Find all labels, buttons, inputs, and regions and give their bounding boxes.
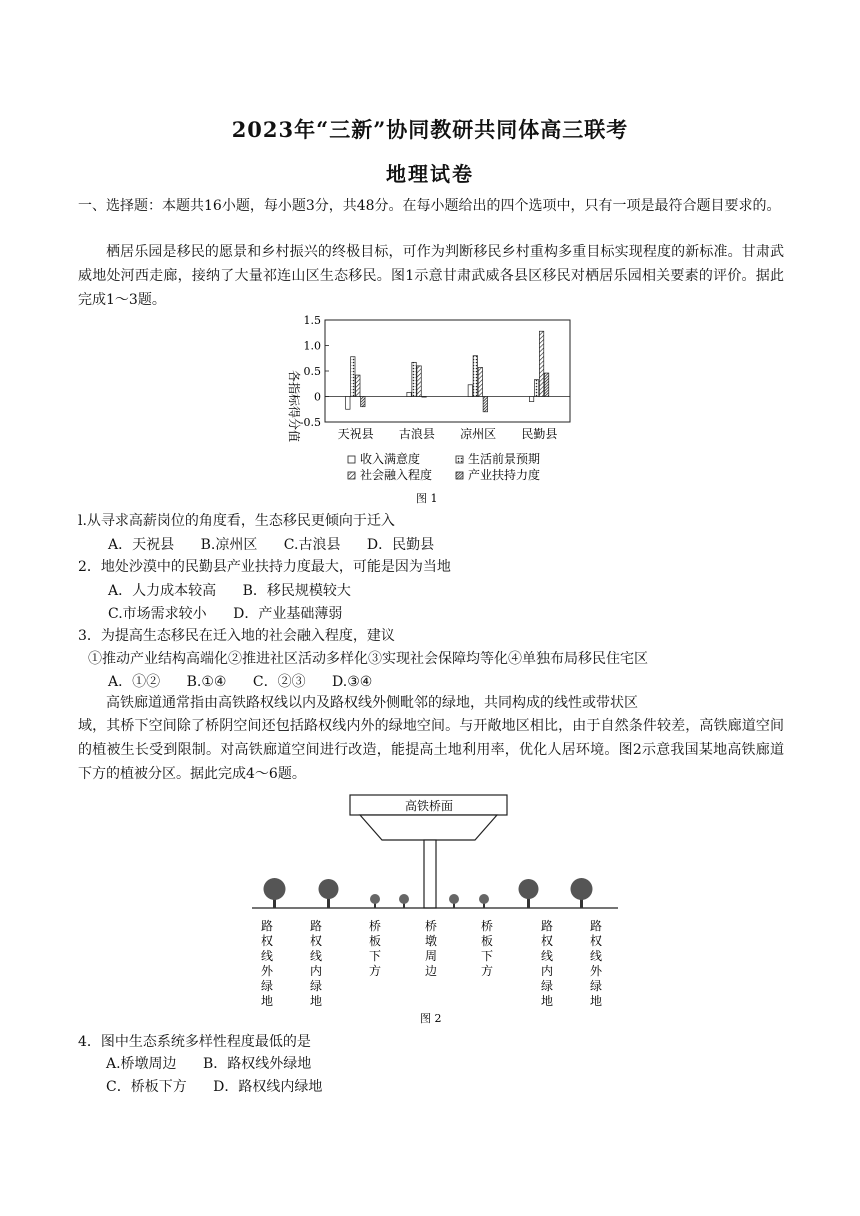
bar-1-1 bbox=[346, 397, 350, 410]
bar-4-1 bbox=[529, 397, 533, 402]
tree-outer-right bbox=[571, 878, 593, 908]
q4-option-a[interactable]: A.桥墩周边 bbox=[106, 1056, 177, 1072]
zone-label-4: 桥墩周边 bbox=[424, 919, 438, 978]
q2-option-b[interactable]: B．移民规模较大 bbox=[242, 583, 351, 599]
bridge-deck-label: 高铁桥面 bbox=[405, 799, 454, 813]
legend-support: 产业扶持力度 bbox=[468, 468, 541, 482]
zone-label-6: 路权线内绿地 bbox=[540, 919, 554, 1008]
legend bbox=[348, 451, 540, 482]
y-tick-label: 1.0 bbox=[303, 339, 321, 353]
bar-4-3 bbox=[539, 331, 543, 396]
exam-subtitle: 地理试卷 bbox=[386, 162, 474, 186]
bridge-pier bbox=[424, 840, 436, 908]
y-tick-label: -0.5 bbox=[299, 416, 321, 429]
bar-2-3 bbox=[417, 366, 421, 397]
question-2-stem: 2．地处沙漠中的民勤县产业扶持力度最大，可能是因为当地 bbox=[78, 559, 451, 575]
legend-integration: 社会融入程度 bbox=[360, 468, 433, 482]
bridge-deck bbox=[350, 795, 507, 840]
question-1-stem: l.从寻求高薪岗位的角度看，生态移民更倾向于迁入 bbox=[78, 513, 395, 529]
zone-label-3: 桥板下方 bbox=[368, 919, 382, 978]
bar-3-4 bbox=[483, 397, 487, 412]
question-3-options bbox=[108, 671, 394, 693]
bar-4-2 bbox=[534, 380, 538, 397]
bar-3-2 bbox=[473, 356, 477, 397]
zone-label-2: 路权线内绿地 bbox=[309, 919, 323, 1008]
bar-3-1 bbox=[468, 385, 472, 397]
bar-1-2 bbox=[351, 357, 355, 397]
q3-option-a[interactable]: A．①② bbox=[108, 674, 161, 690]
y-axis-label: 各指标得分值 bbox=[287, 370, 301, 443]
q2-option-c[interactable]: C.市场需求较小 bbox=[108, 606, 207, 622]
x-category-label: 凉州区 bbox=[460, 427, 497, 441]
q1-option-a[interactable]: A．天祝县 bbox=[108, 537, 175, 553]
q3-option-c[interactable]: C．②③ bbox=[252, 674, 306, 690]
q1-option-d[interactable]: D．民勤县 bbox=[366, 537, 435, 553]
bar-2-1 bbox=[407, 392, 411, 396]
figure-2-diagram bbox=[250, 785, 620, 1030]
question-1-options bbox=[108, 534, 456, 556]
q3-option-d[interactable]: D.③④ bbox=[332, 674, 373, 690]
zone-label-1: 路权线外绿地 bbox=[260, 919, 274, 1008]
legend-outlook: 生活前景预期 bbox=[468, 452, 541, 466]
bar-4-4 bbox=[544, 373, 548, 396]
shrub-under-deck-left-2 bbox=[399, 894, 409, 908]
tree-inner-left bbox=[319, 879, 339, 908]
passage-1: 栖居乐园是移民的愿景和乡村振兴的终极目标，可作为判断移民乡村重构多重目标实现程度的新标准。甘肃武威地处河西走廊，接纳了大量祁连山区生态移民。图1示意甘肃武威各县区移民对栖居乐园相关要素的评价。据此完成1～3题。 bbox=[78, 244, 784, 308]
q2-option-d[interactable]: D．产业基础薄弱 bbox=[233, 606, 343, 622]
q1-option-c[interactable]: C.古浪县 bbox=[283, 537, 341, 553]
tree-outer-left bbox=[264, 878, 286, 908]
passage-2-body: 域，其桥下空间除了桥阴空间还包括路权线内外的绿地空间。与开敞地区相比，由于自然条件较差，高铁廊道空间的植被生长受到限制。对高铁廊道空间进行改造，能提高土地利用率，优化人居环境。图2示意我国某地高铁廊道下方的植被分区。据此完成4～6题。 bbox=[78, 718, 784, 782]
q3-option-b[interactable]: B.①④ bbox=[186, 674, 227, 690]
bar-2-2 bbox=[412, 362, 416, 396]
shrub-under-deck-left-1 bbox=[370, 894, 380, 908]
zone-labels bbox=[261, 918, 603, 1008]
question-4-options-row1 bbox=[106, 1053, 333, 1075]
q1-option-b[interactable]: B.凉州区 bbox=[200, 537, 258, 553]
y-tick-label: 1.5 bbox=[303, 314, 321, 327]
zone-label-7: 路权线外绿地 bbox=[589, 919, 603, 1008]
figure-1-bar-chart bbox=[280, 310, 580, 510]
question-2-options-row1 bbox=[108, 580, 373, 602]
q4-option-d[interactable]: D．路权线内绿地 bbox=[213, 1079, 323, 1095]
passage-2-first-line: 高铁廊道通常指由高铁路权线以内及路权线外侧毗邻的绿地，共同构成的线性或带状区 bbox=[106, 695, 638, 711]
question-3-stem: 3．为提高生态移民在迁入地的社会融入程度，建议 bbox=[78, 628, 395, 644]
x-category-label: 古浪县 bbox=[398, 427, 435, 441]
tree-inner-right bbox=[519, 879, 539, 908]
question-4-stem: 4．图中生态系统多样性程度最低的是 bbox=[78, 1034, 311, 1050]
zone-label-5: 桥板下方 bbox=[480, 919, 494, 978]
x-category-label: 民勤县 bbox=[521, 427, 558, 441]
bar-3-3 bbox=[478, 367, 482, 396]
question-2-options-row2 bbox=[108, 603, 364, 625]
question-4-options-row2 bbox=[106, 1076, 344, 1098]
legend-income: 收入满意度 bbox=[360, 452, 421, 466]
shrub-under-deck-right-2 bbox=[479, 894, 489, 908]
x-category-label: 天祝县 bbox=[337, 427, 374, 441]
figure-2-caption: 图 2 bbox=[420, 1012, 442, 1025]
exam-title: 2023年“三新”协同教研共同体高三联考 bbox=[231, 117, 629, 142]
bar-2-4 bbox=[422, 397, 426, 398]
q4-option-b[interactable]: B．路权线外绿地 bbox=[203, 1056, 312, 1072]
question-3-statements: ①推动产业结构高端化②推进社区活动多样化③实现社会保障均等化④单独布局移民住宅区 bbox=[88, 651, 648, 667]
y-tick-label: 0.5 bbox=[303, 365, 321, 378]
figure-1-caption: 图 1 bbox=[416, 492, 438, 505]
q4-option-c[interactable]: C．桥板下方 bbox=[106, 1079, 187, 1095]
q2-option-a[interactable]: A．人力成本较高 bbox=[108, 583, 217, 599]
bar-1-4 bbox=[361, 397, 365, 407]
shrub-under-deck-right-1 bbox=[449, 894, 459, 908]
bar-1-3 bbox=[356, 375, 360, 396]
section-heading: 一、选择题：本题共16小题，每小题3分，共48分。在每小题给出的四个选项中，只有一项是最符合题目要求的。 bbox=[78, 198, 781, 214]
y-tick-label: 0 bbox=[314, 390, 321, 404]
